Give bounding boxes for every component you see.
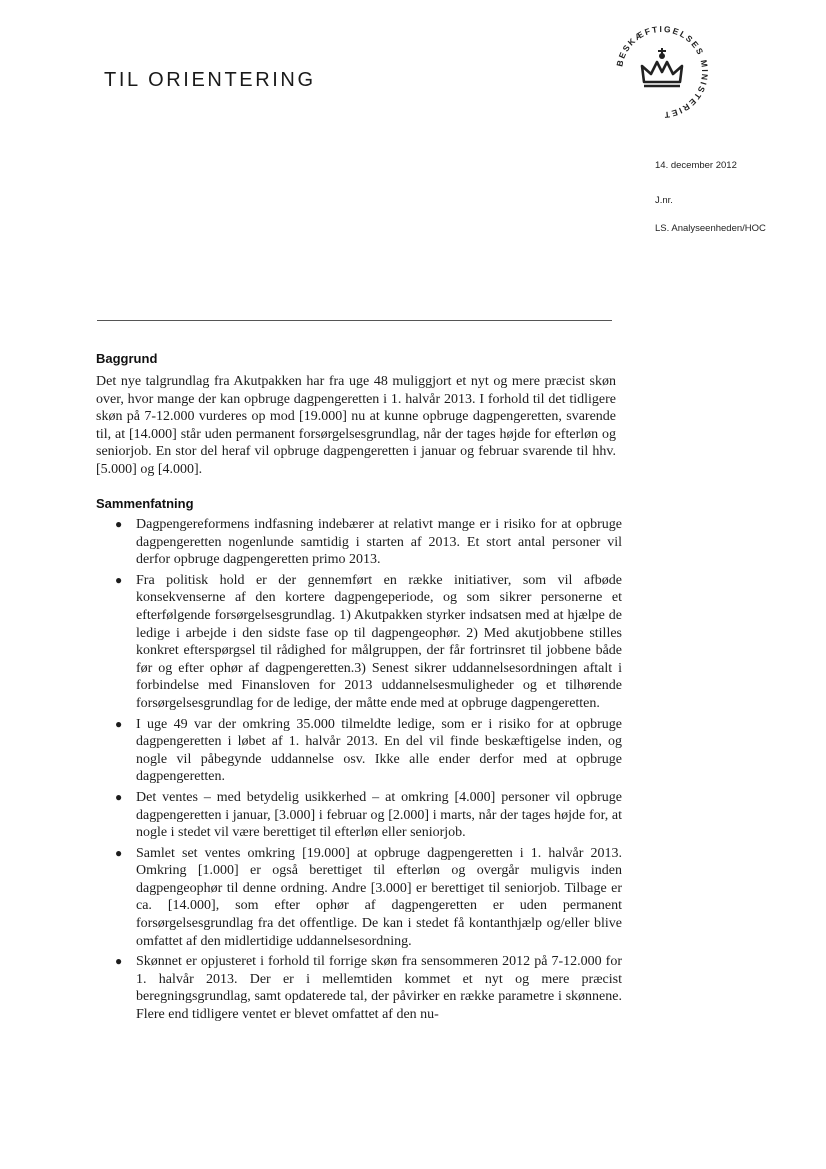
summary-bullet: ● Dagpengereformens indfasning indebærer at relativt mange er i risiko for at opbruge dagpengeretten nogenlunde samtidig i starten af 2013. Et stort antal personer vil derfor opbruge dagpengeretten primo 2013. (115, 517, 622, 568)
background-paragraph: Det nye talgrundlag fra Akutpakken har fra uge 48 muliggjort et nyt og mere præcist skøn over, hvor mange der kan opbruge dagpengeretten i 1. halvår 2013. I forhold til det tidligere skøn på 7-12.000 vurderes op mod [19.000] nu at kunne opbruge dagpengeretten, svarende til, at [14.000] står uden permanent forsørgelsesgrundlag, når der tages højde for efterløn og seniorjob. En stor del heraf vil opbruge dagpengeretten i januar og februar svarende til hhv. [5.000] og [4.000]. (96, 374, 616, 477)
bullet-icon: ● (115, 845, 123, 860)
summary-bullet: ● Det ventes – med betydelig usikkerhed – at omkring [4.000] personer vil opbruge dagpengeretten i januar, [3.000] i februar og [2.000] i marts, når der tages højde for, at nogle i stedet vil være berettiget til efterløn eller seniorjob. (115, 789, 622, 841)
summary-bullet: ● Samlet set ventes omkring [19.000] at opbruge dagpengeretten i 1. halvår 2013. Omkring [1.000] er også berettiget til efterløn og overgår muligvis inden dagpengeophør til denne ordning. Andre [3.000] er berettiget til seniorjob. Tilbage er ca. [14.000], som efter ophør af dagpengeretten er uden permanent forsørgelsesgrundlag fra det offentlige. De kan i stedet få kontanthjælp og/eller blive omfattet af den midlertidige uddannelsesordning. (115, 845, 622, 949)
summary-bullet: ● Skønnet er opjusteret i forhold til forrige skøn fra sensommeren 2012 på 7-12.000 for 1. halvår 2013. Der er i mellemtiden kommet et nyt og mere præcist beregningsgrundlag, samt opdaterede tal, der påvirker en række parametre i skønnene. Flere end tidligere ventet er blevet omfattet af den nu- (115, 954, 622, 1023)
bullet-icon: ● (115, 716, 123, 731)
background-heading: Baggrund (96, 351, 158, 366)
summary-bullet: ● Fra politisk hold er der gennemført en række initiativer, som vil afbøde konsekvenserne af den kortere dagpengeperiode, og som sikrer personerne et efterfølgende forsørgelsesgrundlag. 1) Akutpakken styrker indsatsen med at hjælpe de ledige i arbejde i den sidste fase op til dagpengeophør. 2) Med akutjobbene stilles konkret efterspørgsel til rådighed for målgruppen, der får fortrinsret til jobbene både før og efter ophør af dagpengeretten.3) Senest sikrer uddannelsesordningen aftalt i forbindelse med Finansloven for 2013 uddannelsesmuligheder og et tilhørende forsørgelsesgrundlag for de ledige, der måtte ende med at opbruge dagpengeretten. (115, 572, 622, 711)
summary-bullet-list (112, 516, 622, 1027)
department-label: LS. Analyseenheden/HOC (655, 223, 766, 234)
summary-bullet: ● I uge 49 var der omkring 35.000 tilmeldte ledige, som er i risiko for at opbruge dagpengeretten i løbet af 1. halvår 2013. En del vil finde beskæftigelse inden, og nogle vil påbegynde uddannelse osv. Ikke alle ender derfor med at opbruge dagpengeretten. (115, 716, 622, 785)
bullet-icon: ● (115, 517, 123, 531)
document-date: 14. december 2012 (655, 160, 737, 171)
bullet-icon: ● (115, 572, 123, 587)
svg-text:BESKÆFTIGELSES MINISTERIET: BESKÆFTIGELSES MINISTERIET (614, 23, 711, 121)
journal-number: J.nr. (655, 195, 673, 206)
summary-heading: Sammenfatning (96, 496, 194, 511)
ministry-crown-logo (606, 16, 718, 128)
document-title: TIL ORIENTERING (104, 69, 316, 91)
bullet-icon: ● (115, 954, 123, 969)
section-divider (97, 320, 612, 321)
bullet-icon: ● (115, 789, 123, 804)
